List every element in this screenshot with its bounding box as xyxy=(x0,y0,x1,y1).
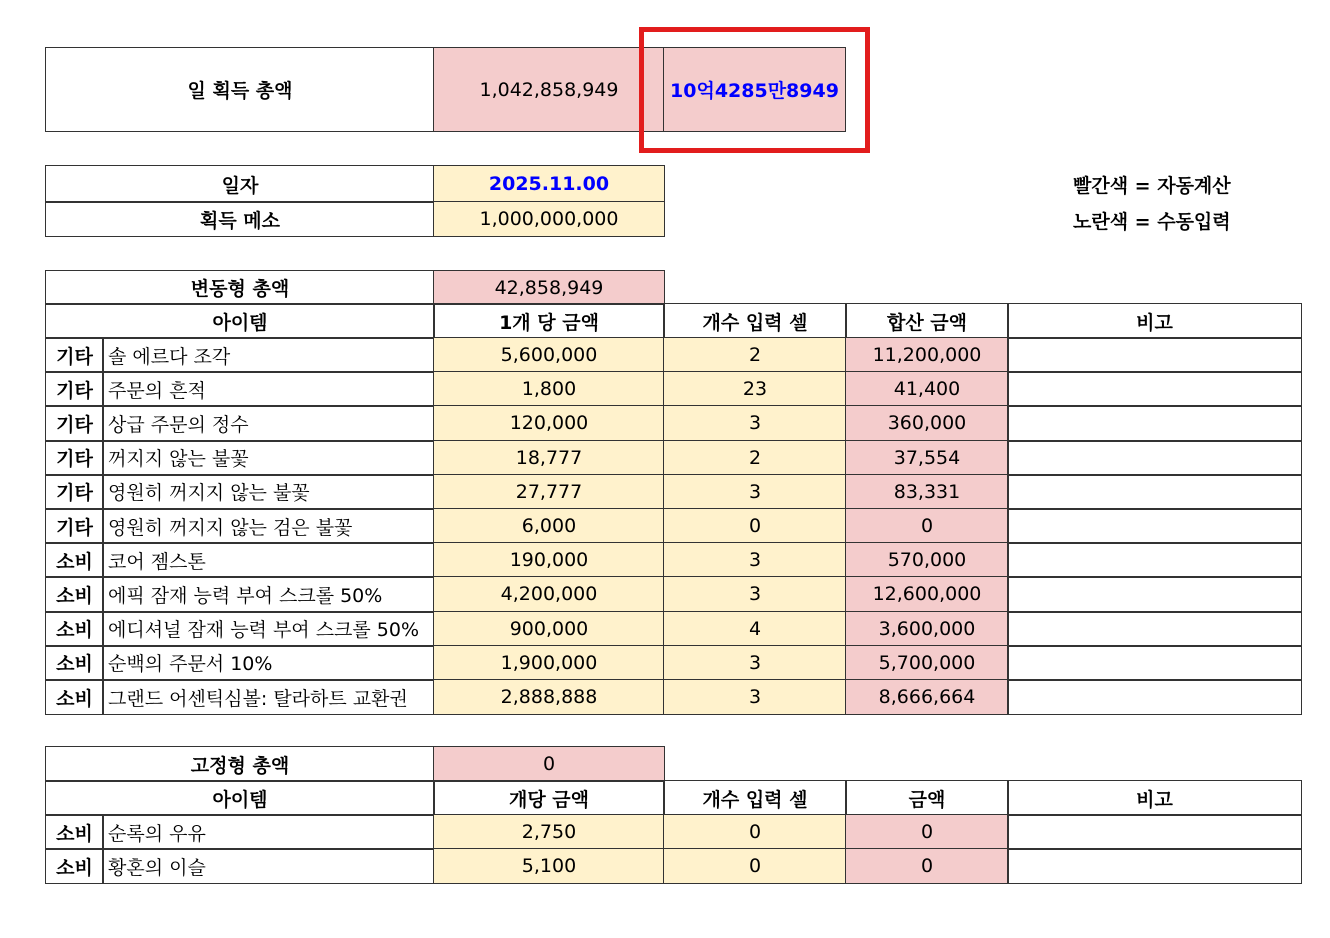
variable-row-quantity-input[interactable]: 3 xyxy=(663,645,847,681)
highlight-annotation-box xyxy=(639,27,870,153)
daily-total-value[interactable]: 1,042,858,949 xyxy=(433,47,665,132)
fixed-row-category[interactable]: 소비 xyxy=(45,814,104,850)
fixed-header-note[interactable]: 비고 xyxy=(1007,780,1302,816)
variable-header-note[interactable]: 비고 xyxy=(1007,303,1302,339)
variable-row-sum[interactable]: 37,554 xyxy=(845,440,1009,476)
fixed-row-quantity-input[interactable]: 0 xyxy=(663,814,847,850)
variable-row-sum[interactable]: 12,600,000 xyxy=(845,576,1009,612)
variable-row-note[interactable] xyxy=(1007,611,1302,647)
variable-header-sum[interactable]: 합산 금액 xyxy=(845,303,1009,339)
fixed-row-sum[interactable]: 0 xyxy=(845,848,1009,884)
variable-row-unit-price[interactable]: 27,777 xyxy=(433,474,665,510)
variable-row-note[interactable] xyxy=(1007,576,1302,612)
variable-row-quantity-input[interactable]: 4 xyxy=(663,611,847,647)
variable-row-note[interactable] xyxy=(1007,440,1302,476)
meso-label[interactable]: 획득 메소 xyxy=(45,201,435,237)
variable-row-quantity-input[interactable]: 0 xyxy=(663,508,847,544)
variable-row-category[interactable]: 기타 xyxy=(45,337,104,373)
variable-row-item-name[interactable]: 에디셔널 잠재 능력 부여 스크롤 50% xyxy=(102,611,435,647)
variable-row-category[interactable]: 소비 xyxy=(45,611,104,647)
fixed-total-value[interactable]: 0 xyxy=(433,746,665,782)
variable-row-sum[interactable]: 41,400 xyxy=(845,371,1009,407)
variable-row-quantity-input[interactable]: 2 xyxy=(663,440,847,476)
variable-row-quantity-input[interactable]: 3 xyxy=(663,576,847,612)
variable-row-unit-price[interactable]: 900,000 xyxy=(433,611,665,647)
variable-row-item-name[interactable]: 에픽 잠재 능력 부여 스크롤 50% xyxy=(102,576,435,612)
variable-row-sum[interactable]: 3,600,000 xyxy=(845,611,1009,647)
variable-total-value[interactable]: 42,858,949 xyxy=(433,270,665,305)
variable-row-item-name[interactable]: 솔 에르다 조각 xyxy=(102,337,435,373)
variable-row-category[interactable]: 기타 xyxy=(45,405,104,441)
variable-row-quantity-input[interactable]: 3 xyxy=(663,474,847,510)
variable-row-sum[interactable]: 83,331 xyxy=(845,474,1009,510)
date-input[interactable]: 2025.11.00 xyxy=(433,165,665,203)
variable-row-item-name[interactable]: 그랜드 어센틱심볼: 탈라하트 교환권 xyxy=(102,679,435,715)
variable-row-quantity-input[interactable]: 3 xyxy=(663,405,847,441)
variable-row-category[interactable]: 기타 xyxy=(45,474,104,510)
variable-row-category[interactable]: 소비 xyxy=(45,679,104,715)
fixed-row-category[interactable]: 소비 xyxy=(45,848,104,884)
variable-row-item-name[interactable]: 영원히 꺼지지 않는 검은 불꽃 xyxy=(102,508,435,544)
variable-row-note[interactable] xyxy=(1007,474,1302,510)
fixed-row-unit-price[interactable]: 5,100 xyxy=(433,848,665,884)
variable-row-category[interactable]: 기타 xyxy=(45,440,104,476)
variable-row-category[interactable]: 소비 xyxy=(45,645,104,681)
variable-row-item-name[interactable]: 영원히 꺼지지 않는 불꽃 xyxy=(102,474,435,510)
variable-row-quantity-input[interactable]: 2 xyxy=(663,337,847,373)
variable-row-category[interactable]: 기타 xyxy=(45,371,104,407)
fixed-row-item-name[interactable]: 황혼의 이슬 xyxy=(102,848,435,884)
variable-row-unit-price[interactable]: 18,777 xyxy=(433,440,665,476)
fixed-row-quantity-input[interactable]: 0 xyxy=(663,848,847,884)
fixed-row-item-name[interactable]: 순록의 우유 xyxy=(102,814,435,850)
variable-row-unit-price[interactable]: 120,000 xyxy=(433,405,665,441)
daily-total-korean-value[interactable]: 10억4285만8949 xyxy=(663,47,846,132)
variable-row-note[interactable] xyxy=(1007,679,1302,715)
fixed-row-unit-price[interactable]: 2,750 xyxy=(433,814,665,850)
variable-row-note[interactable] xyxy=(1007,337,1302,373)
variable-row-item-name[interactable]: 상급 주문의 정수 xyxy=(102,405,435,441)
fixed-row-sum[interactable]: 0 xyxy=(845,814,1009,850)
variable-row-unit-price[interactable]: 1,900,000 xyxy=(433,645,665,681)
variable-header-item[interactable]: 아이템 xyxy=(45,303,435,339)
variable-header-quantity[interactable]: 개수 입력 셀 xyxy=(663,303,847,339)
variable-row-sum[interactable]: 5,700,000 xyxy=(845,645,1009,681)
variable-row-unit-price[interactable]: 2,888,888 xyxy=(433,679,665,715)
variable-row-category[interactable]: 기타 xyxy=(45,508,104,544)
variable-row-sum[interactable]: 11,200,000 xyxy=(845,337,1009,373)
variable-row-sum[interactable]: 360,000 xyxy=(845,405,1009,441)
variable-row-note[interactable] xyxy=(1007,645,1302,681)
fixed-header-amount[interactable]: 금액 xyxy=(845,780,1009,816)
variable-row-unit-price[interactable]: 4,200,000 xyxy=(433,576,665,612)
meso-input[interactable]: 1,000,000,000 xyxy=(433,201,665,237)
variable-row-quantity-input[interactable]: 3 xyxy=(663,679,847,715)
variable-row-note[interactable] xyxy=(1007,405,1302,441)
variable-row-sum[interactable]: 0 xyxy=(845,508,1009,544)
variable-row-category[interactable]: 소비 xyxy=(45,542,104,578)
variable-header-unit-price[interactable]: 1개 당 금액 xyxy=(433,303,665,339)
fixed-row-note[interactable] xyxy=(1007,848,1302,884)
fixed-total-label[interactable]: 고정형 총액 xyxy=(45,746,435,782)
variable-row-unit-price[interactable]: 190,000 xyxy=(433,542,665,578)
legend-auto-calc: 빨간색 = 자동계산 xyxy=(1073,175,1231,197)
variable-row-sum[interactable]: 570,000 xyxy=(845,542,1009,578)
variable-row-unit-price[interactable]: 6,000 xyxy=(433,508,665,544)
variable-row-item-name[interactable]: 주문의 흔적 xyxy=(102,371,435,407)
date-label[interactable]: 일자 xyxy=(45,165,435,203)
variable-row-item-name[interactable]: 순백의 주문서 10% xyxy=(102,645,435,681)
daily-total-label[interactable]: 일 획득 총액 xyxy=(45,47,435,132)
variable-row-sum[interactable]: 8,666,664 xyxy=(845,679,1009,715)
fixed-row-note[interactable] xyxy=(1007,814,1302,850)
variable-row-item-name[interactable]: 꺼지지 않는 불꽃 xyxy=(102,440,435,476)
fixed-header-unit-price[interactable]: 개당 금액 xyxy=(433,780,665,816)
variable-row-category[interactable]: 소비 xyxy=(45,576,104,612)
variable-row-quantity-input[interactable]: 3 xyxy=(663,542,847,578)
variable-row-note[interactable] xyxy=(1007,542,1302,578)
variable-row-item-name[interactable]: 코어 젬스톤 xyxy=(102,542,435,578)
fixed-header-quantity[interactable]: 개수 입력 셀 xyxy=(663,780,847,816)
variable-row-unit-price[interactable]: 1,800 xyxy=(433,371,665,407)
legend-manual-input: 노란색 = 수동입력 xyxy=(1073,211,1231,233)
variable-row-quantity-input[interactable]: 23 xyxy=(663,371,847,407)
variable-row-note[interactable] xyxy=(1007,371,1302,407)
variable-total-label[interactable]: 변동형 총액 xyxy=(45,270,435,305)
variable-row-unit-price[interactable]: 5,600,000 xyxy=(433,337,665,373)
variable-row-note[interactable] xyxy=(1007,508,1302,544)
fixed-header-item[interactable]: 아이템 xyxy=(45,780,435,816)
